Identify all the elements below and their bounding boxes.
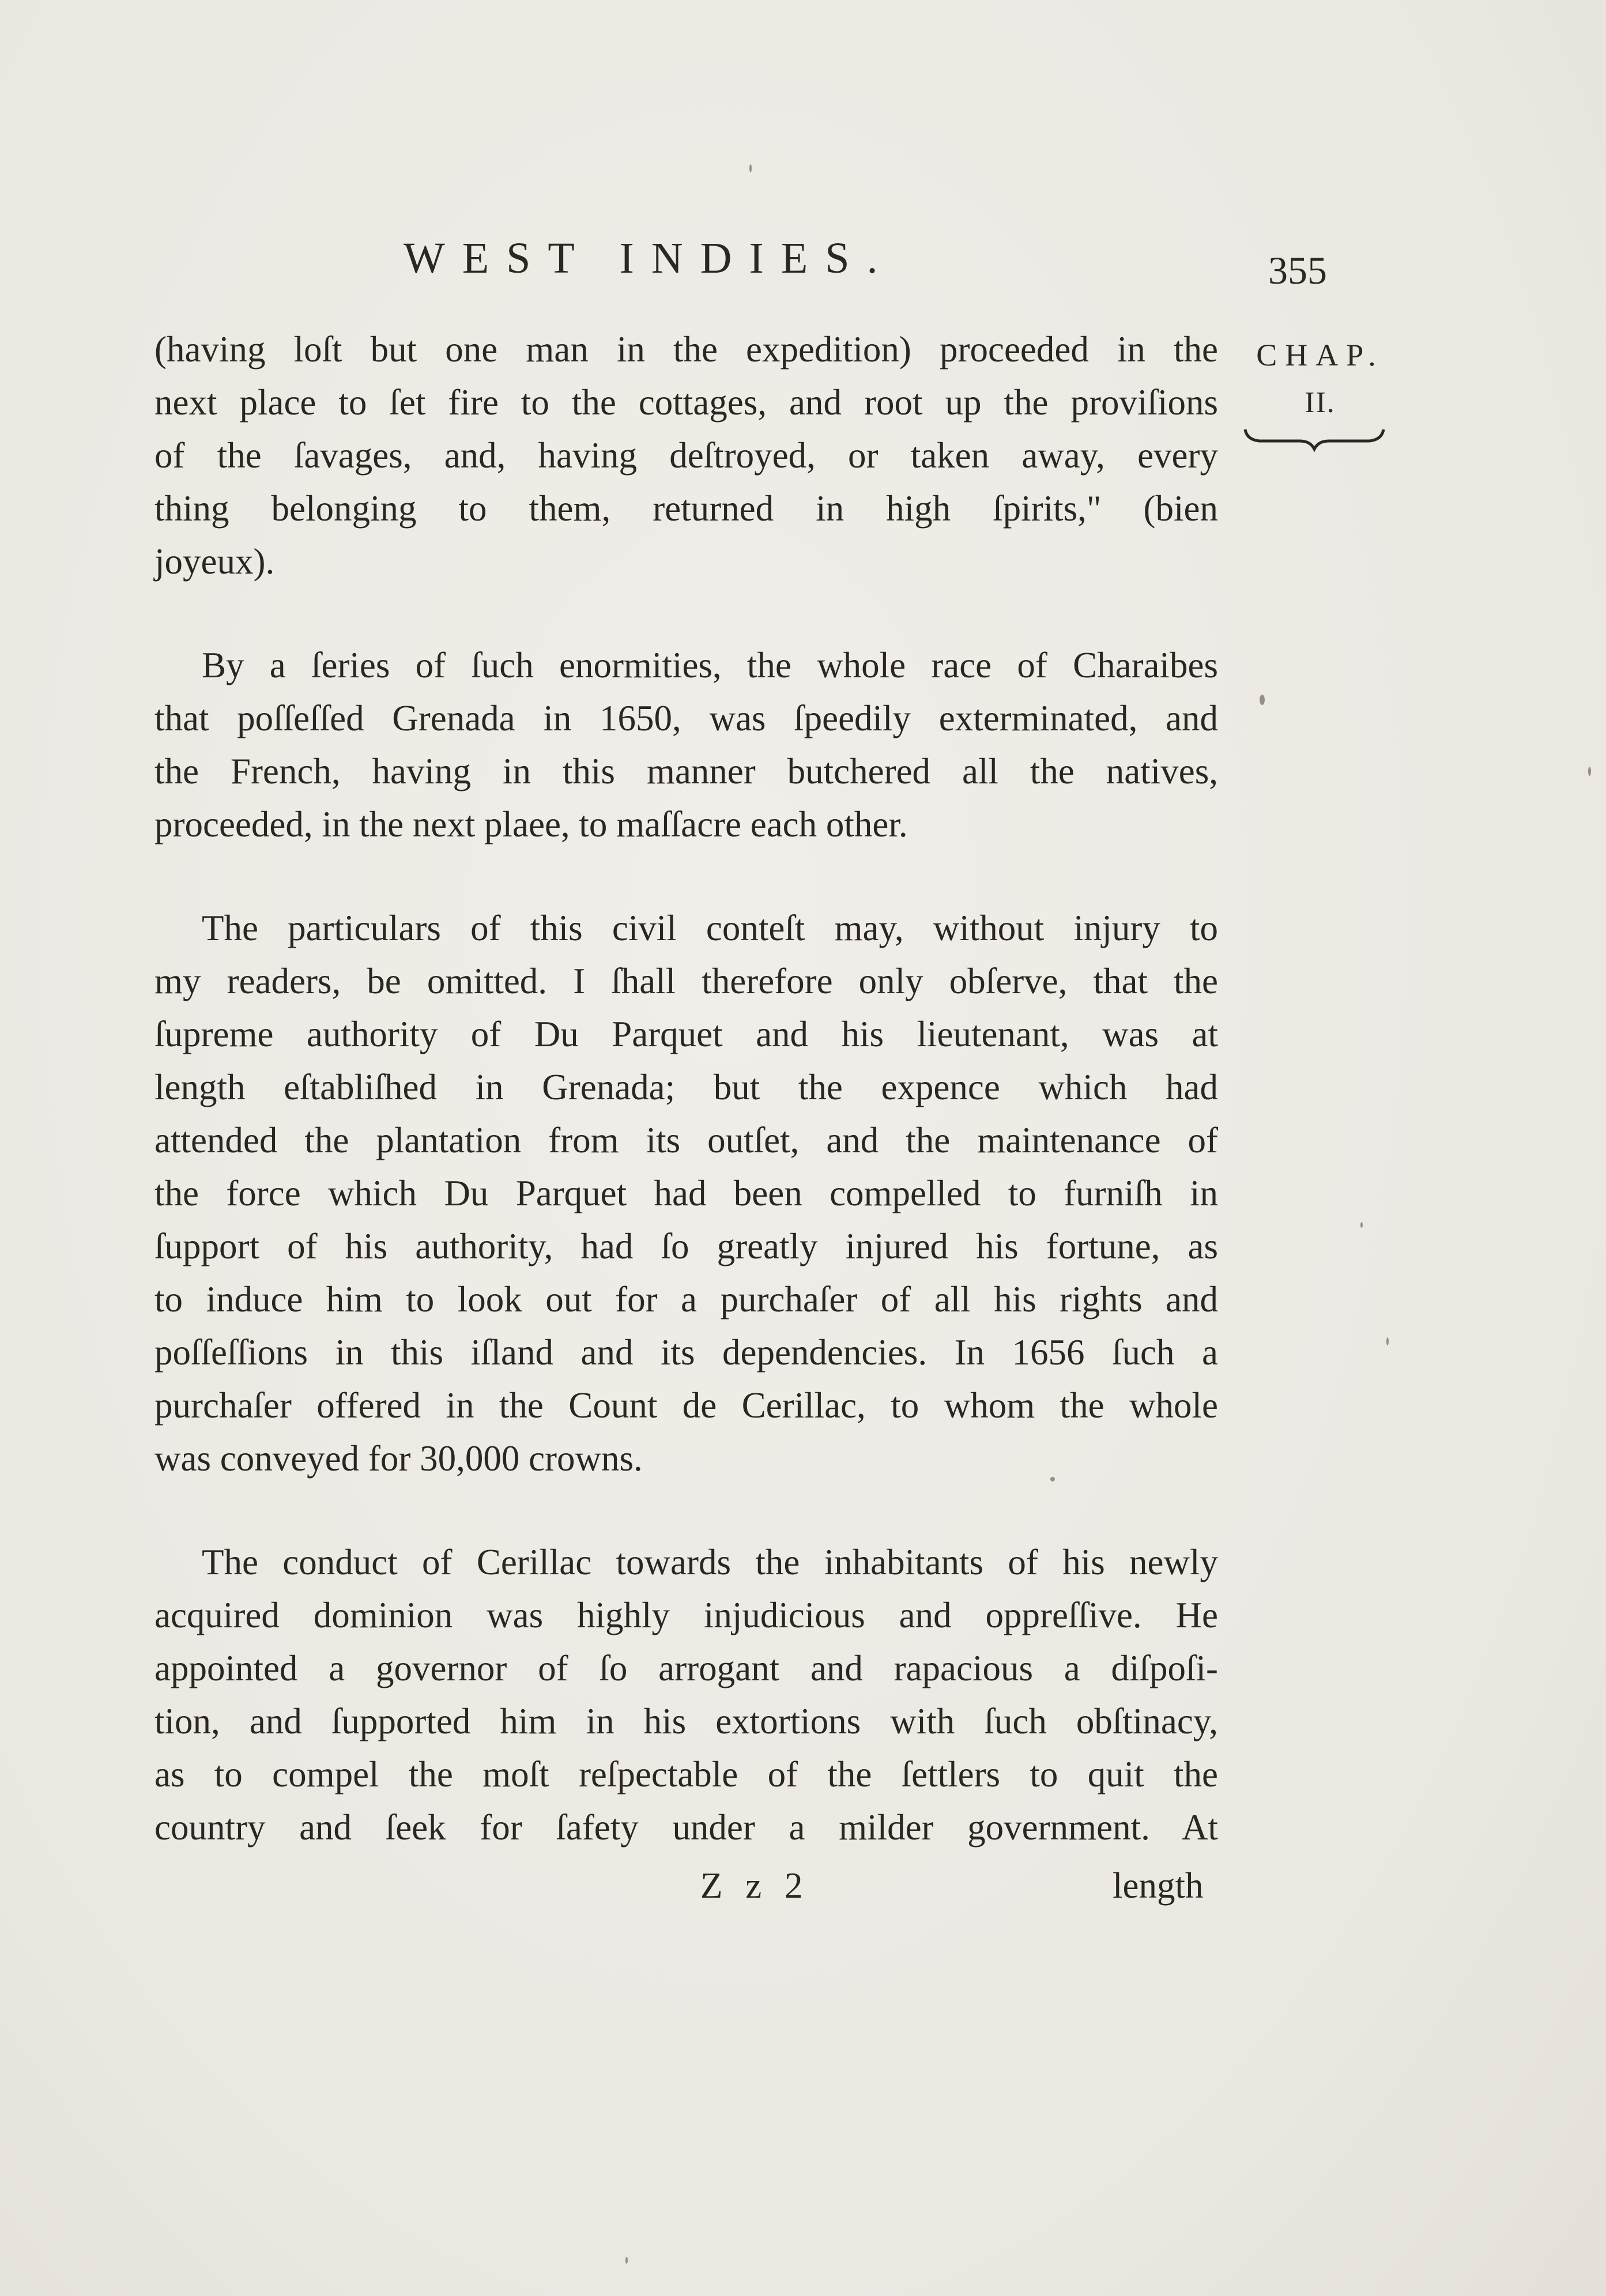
text-line: attended the plantation from its outſet, and the maintenance of (154, 1120, 1218, 1160)
chapter-number: II. (1305, 386, 1336, 419)
text-line: purchaſer offered in the Count de Cerillac, to whom the whole (154, 1385, 1218, 1426)
text-line: of the ſavages, and, having deſtroyed, or taken away, every (154, 435, 1218, 476)
text-line: thing belonging to them, returned in high ſpirits," (bien (154, 488, 1218, 529)
text-line: proceeded, in the next plaee, to maſſacre each other. (154, 804, 908, 844)
text-line: appointed a governor of ſo arrogant and rapacious a diſpoſi- (154, 1648, 1218, 1688)
page-number: 355 (1268, 248, 1327, 292)
running-title: WEST INDIES. (404, 234, 895, 282)
text-line: to induce him to look out for a purchaſer of all his rights and (154, 1279, 1218, 1319)
text-line: poſſeſſions in this iſland and its dependencies. In 1656 ſuch a (154, 1332, 1218, 1373)
body-text (154, 323, 1218, 1854)
text-line: next place to ſet fire to the cottages, and root up the proviſions (154, 382, 1218, 423)
text-line: joyeux). (154, 541, 275, 582)
text-line: that poſſeſſed Grenada in 1650, was ſpeedily exterminated, and (154, 698, 1218, 738)
text-line: the force which Du Parquet had been compelled to furniſh in (154, 1173, 1218, 1213)
text-line: By a ſeries of ſuch enormities, the whole race of Charaibes (202, 645, 1218, 685)
text-line: as to compel the moſt reſpectable of the ſettlers to quit the (154, 1754, 1218, 1794)
catchword: length (1113, 1865, 1204, 1906)
paragraph (154, 902, 1218, 1485)
text-line: was conveyed for 30,000 crowns. (154, 1438, 643, 1479)
margin-chapter-note (1251, 337, 1389, 420)
signature-mark: Z z 2 (700, 1865, 810, 1906)
paper-speck (625, 2257, 628, 2264)
paper-speck (1260, 695, 1265, 705)
paper-speck (1360, 1222, 1363, 1228)
text-line: The conduct of Cerillac towards the inhabitants of his newly (202, 1542, 1218, 1582)
text-line: The particulars of this civil conteſt may, without injury to (202, 908, 1218, 948)
paper-speck (1050, 1477, 1055, 1481)
text-line: tion, and ſupported him in his extortions with ſuch obſtinacy, (154, 1701, 1218, 1741)
text-line: ſupreme authority of Du Parquet and his lieutenant, was at (154, 1014, 1218, 1054)
paragraph (154, 639, 1218, 851)
text-line: ſupport of his authority, had ſo greatly injured his fortune, as (154, 1226, 1218, 1266)
text-line: my readers, be omitted. I ſhall therefore only obſerve, that the (154, 961, 1218, 1001)
paragraph (154, 323, 1218, 588)
brace-ornament (1242, 424, 1386, 453)
paragraph (154, 1536, 1218, 1854)
paper-speck (1386, 1337, 1389, 1345)
chapter-label: CHAP. (1256, 338, 1384, 372)
text-line: (having loſt but one man in the expedition) proceeded in the (154, 329, 1218, 370)
text-line: country and ſeek for ſafety under a milder government. At (154, 1807, 1218, 1848)
paper-speck (749, 164, 752, 172)
text-line: length eſtabliſhed in Grenada; but the expence which had (154, 1067, 1218, 1107)
paper-speck (1588, 767, 1591, 776)
text-line: acquired dominion was highly injudicious and oppreſſive. He (154, 1595, 1218, 1635)
text-line: the French, having in this manner butchered all the natives, (154, 751, 1218, 791)
